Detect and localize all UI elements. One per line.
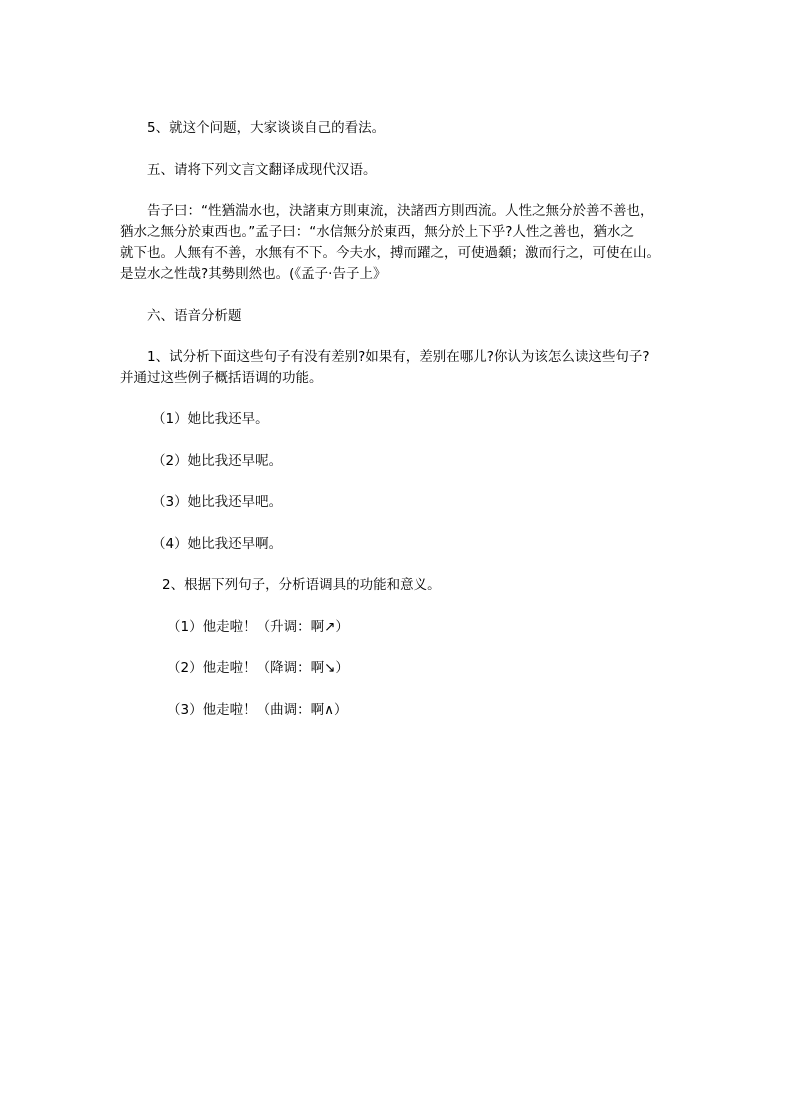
passage-line: 告子曰：“性猶湍水也，決諸東方則東流，決諸西方則西流。人性之無分於善不善也，	[147, 203, 654, 219]
example-sentence: （1）她比我还早。	[152, 411, 269, 427]
question-item-5: 5、就这个问题，大家谈谈自己的看法。	[147, 120, 386, 136]
section-six-heading: 六、语音分析题	[147, 308, 242, 324]
intonation-sentence: （3）他走啦！（曲调：啊∧）	[167, 702, 348, 718]
example-sentence: （2）她比我还早呢。	[152, 453, 283, 469]
passage-line: 就下也。人無有不善，水無有不下。今夫水，搏而躍之，可使過顙；激而行之，可使在山。	[120, 245, 660, 261]
intonation-sentence: （1）他走啦！（升调：啊↗）	[167, 619, 349, 635]
passage-line: 是豈水之性哉?其勢則然也。(《孟子·告子上》	[120, 266, 387, 282]
example-sentence: （3）她比我还早吧。	[152, 494, 283, 510]
question-1-prompt-continued: 并通过这些例子概括语调的功能。	[120, 370, 323, 386]
question-1-prompt: 1、试分析下面这些句子有没有差别?如果有，差别在哪儿?你认为该怎么读这些句子?	[147, 349, 650, 365]
section-five-heading: 五、请将下列文言文翻译成现代汉语。	[147, 162, 377, 178]
intonation-sentence: （2）他走啦！（降调：啊↘）	[167, 660, 349, 676]
question-2-prompt: 2、根据下列句子，分析语调具的功能和意义。	[162, 577, 441, 593]
example-sentence: （4）她比我还早啊。	[152, 536, 283, 552]
passage-line: 猶水之無分於東西也。”孟子曰：“水信無分於東西，無分於上下乎?人性之善也，猶水之	[120, 224, 634, 240]
